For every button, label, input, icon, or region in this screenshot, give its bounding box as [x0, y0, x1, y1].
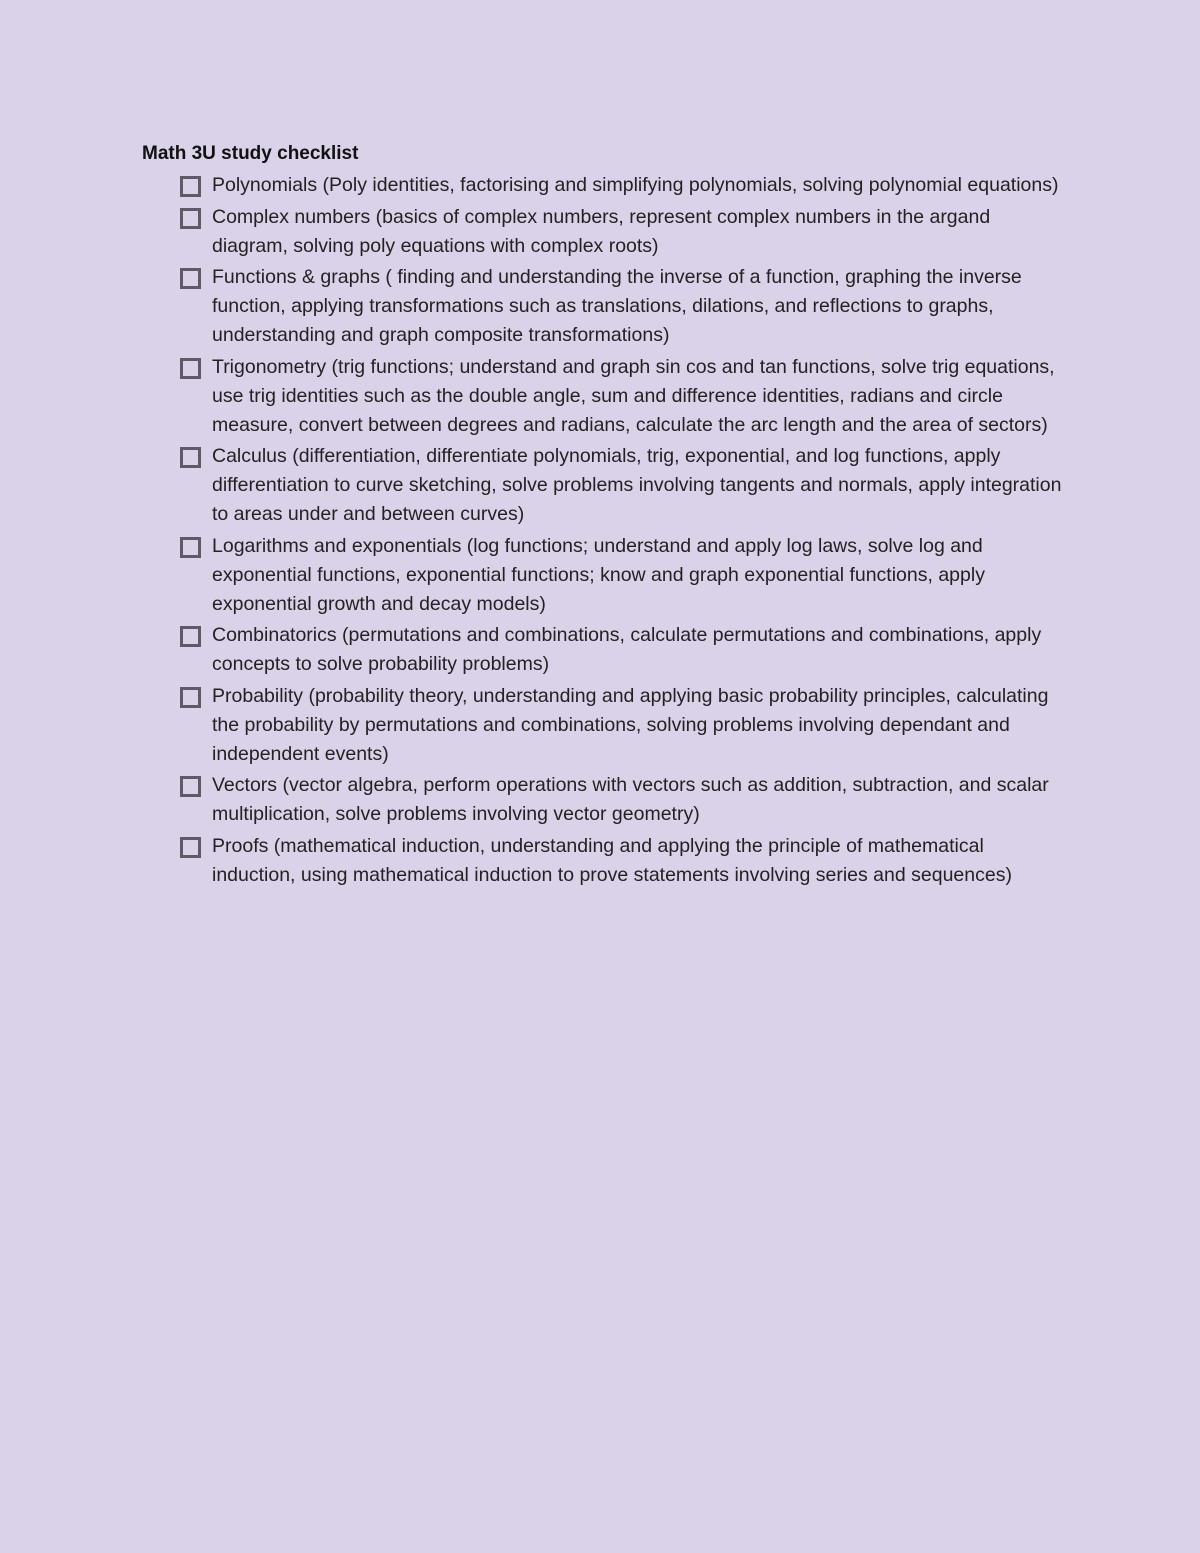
checklist-item-complex-numbers — [142, 203, 1062, 261]
checkbox-icon[interactable] — [180, 358, 201, 379]
checklist-item-vectors — [142, 771, 1062, 829]
checklist-item-polynomials — [142, 171, 1062, 200]
checklist-item-calculus — [142, 442, 1062, 529]
document-page — [142, 140, 1062, 892]
study-checklist — [142, 171, 1062, 890]
checkbox-icon[interactable] — [180, 537, 201, 558]
checkbox-icon[interactable] — [180, 208, 201, 229]
checklist-item-probability — [142, 682, 1062, 769]
checklist-item-logarithms — [142, 532, 1062, 619]
checkbox-icon[interactable] — [180, 447, 201, 468]
checklist-item-text: Combinatorics (permutations and combinations, calculate permutations and combinations, apply concepts to solve probability problems) — [212, 624, 1042, 675]
checklist-item-text: Polynomials (Poly identities, factorising and simplifying polynomials, solving polynomial equations) — [212, 174, 1059, 196]
checklist-item-functions-graphs — [142, 263, 1062, 350]
checklist-item-text: Functions & graphs ( finding and understanding the inverse of a function, graphing the inverse function, applying transformations such as translations, dilations, and reflections to graphs, understanding and graph composite transformations) — [212, 266, 1022, 346]
checkbox-icon[interactable] — [180, 687, 201, 708]
checklist-item-text: Trigonometry (trig functions; understand and graph sin cos and tan functions, solve trig equations, use trig identities such as the double angle, sum and difference identities, radians and circle measure, convert between degrees and radians, calculate the arc length and the area of sectors) — [212, 355, 1055, 436]
checklist-item-text: Proofs (mathematical induction, understanding and applying the principle of mathematical induction, using mathematical induction to prove statements involving series and sequences) — [212, 834, 1012, 886]
checkbox-icon[interactable] — [180, 268, 201, 289]
checklist-item-combinatorics — [142, 621, 1062, 679]
checklist-item-text: Probability (probability theory, understanding and applying basic probability principles, calculating the probability by permutations and combinations, solving problems involving dependant and independent events) — [212, 684, 1049, 765]
checklist-item-trigonometry — [142, 353, 1062, 440]
page-title: Math 3U study checklist — [142, 143, 359, 164]
checkbox-icon[interactable] — [180, 176, 201, 197]
checklist-item-text: Vectors (vector algebra, perform operations with vectors such as addition, subtraction, and scalar multiplication, solve problems involving vector geometry) — [212, 774, 1049, 825]
checklist-item-text: Complex numbers (basics of complex numbers, represent complex numbers in the argand diagram, solving poly equations with complex roots) — [212, 205, 991, 257]
checkbox-icon[interactable] — [180, 776, 201, 797]
checklist-item-text: Calculus (differentiation, differentiate polynomials, trig, exponential, and log functions, apply differentiation to curve sketching, solve problems involving tangents and normals, apply integration to areas under and between curves) — [212, 445, 1062, 525]
checkbox-icon[interactable] — [180, 626, 201, 647]
checkbox-icon[interactable] — [180, 837, 201, 858]
checklist-item-proofs — [142, 832, 1062, 890]
checklist-item-text: Logarithms and exponentials (log functions; understand and apply log laws, solve log and exponential functions, exponential functions; know and graph exponential functions, apply exponential growth and decay models) — [212, 534, 985, 615]
